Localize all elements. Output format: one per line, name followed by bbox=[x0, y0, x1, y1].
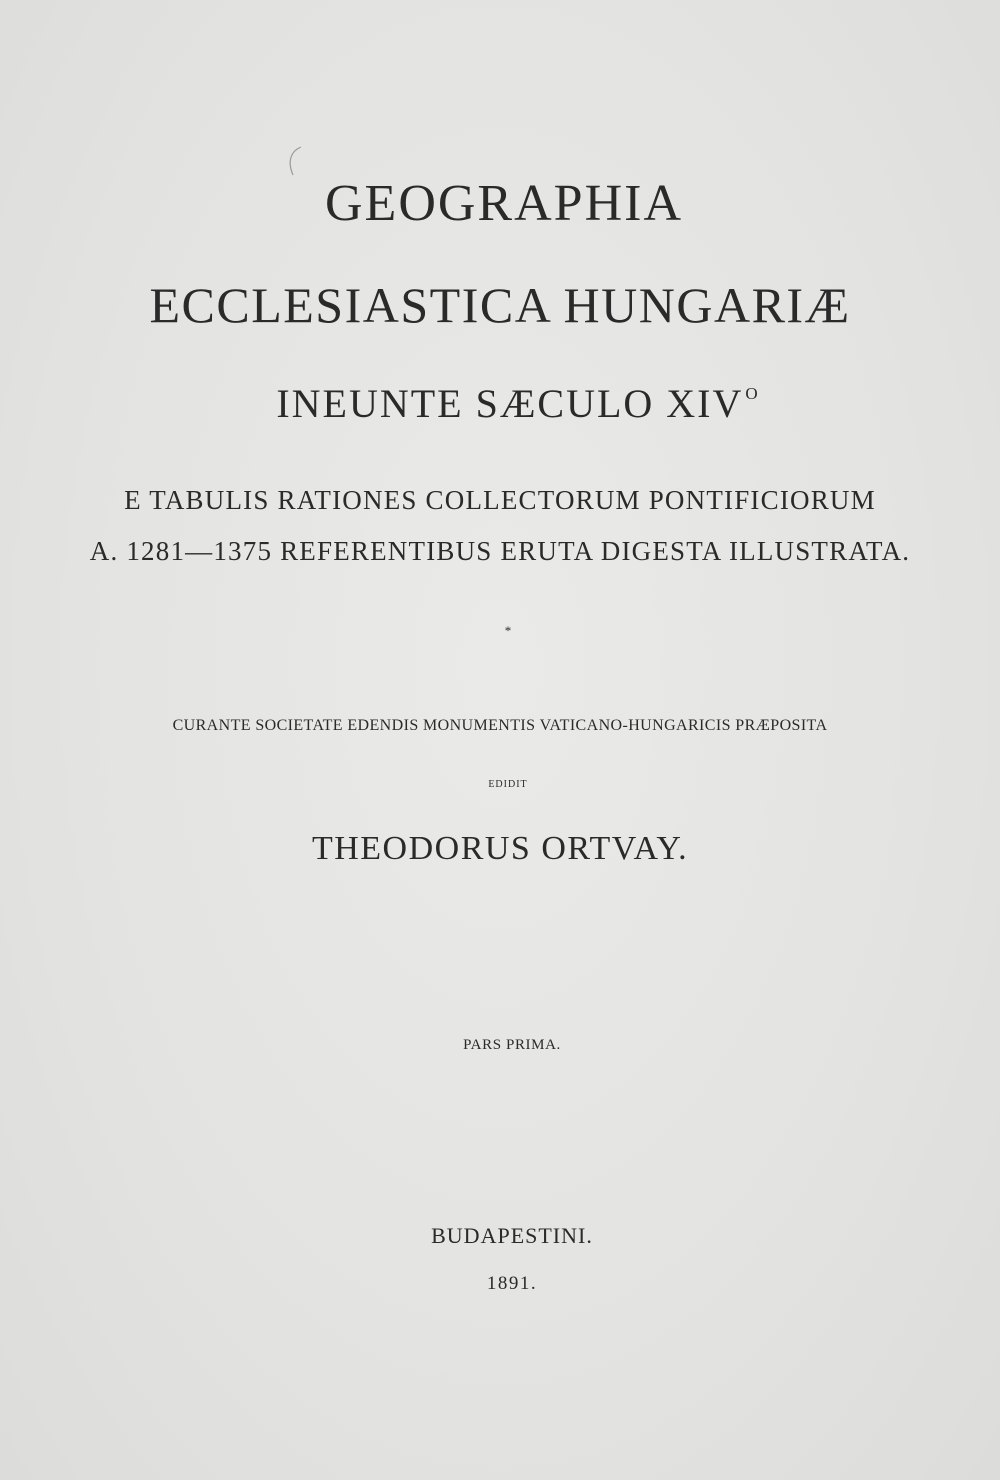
subtitle-line-2: A. 1281—1375 REFERENTIBUS ERUTA DIGESTA ILLUSTRATA. bbox=[89, 536, 911, 566]
title-line-3-superscript: O bbox=[745, 384, 760, 403]
title-line-3-text: INEUNTE SÆCULO XIV bbox=[276, 381, 744, 426]
star-ornament: * bbox=[504, 623, 512, 638]
title-line-2: ECCLESIASTICA HUNGARIÆ bbox=[149, 277, 851, 333]
publication-year: 1891. bbox=[486, 1273, 538, 1294]
title-line-3 bbox=[0, 381, 1000, 426]
title-line-1: GEOGRAPHIA bbox=[325, 175, 683, 232]
edidit-label: EDIDIT bbox=[488, 779, 528, 790]
part-label: PARS PRIMA. bbox=[463, 1037, 561, 1053]
subtitle-line-1: E TABULIS RATIONES COLLECTORUM PONTIFICIORUM bbox=[124, 485, 876, 515]
publication-place: BUDAPESTINI. bbox=[431, 1223, 593, 1248]
author-name: THEODORUS ORTVAY. bbox=[311, 830, 689, 867]
pencil-mark bbox=[283, 145, 305, 181]
curante-line: CURANTE SOCIETATE EDENDIS MONUMENTIS VATICANO-HUNGARICIS PRÆPOSITA bbox=[172, 717, 828, 734]
